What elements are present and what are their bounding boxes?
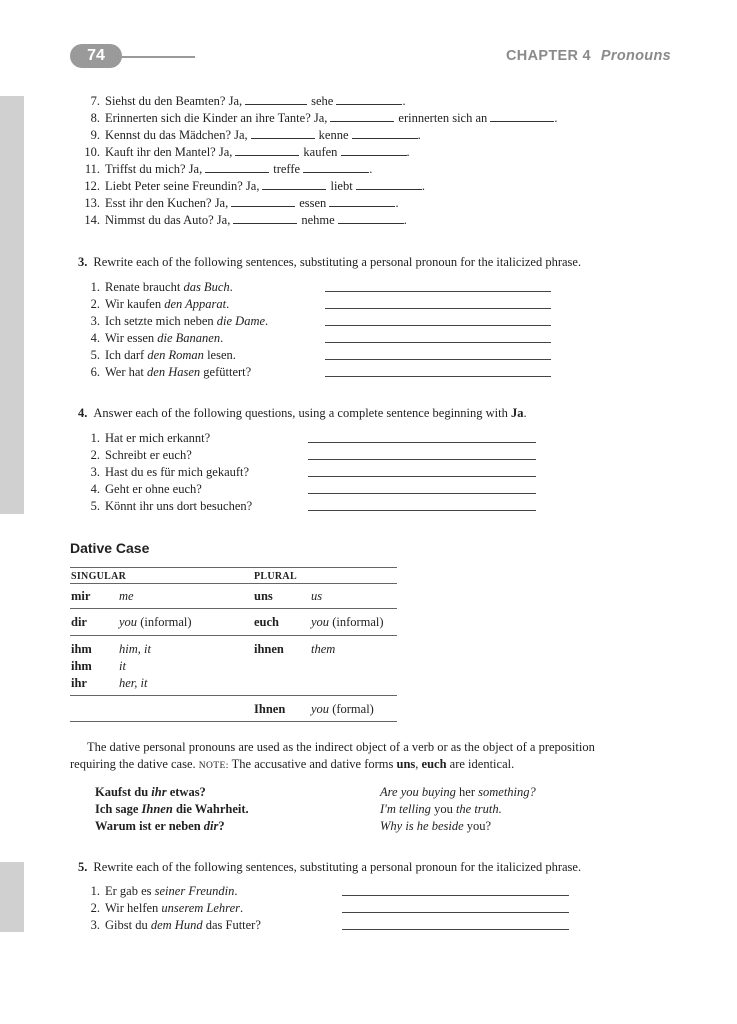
table-rule: [70, 695, 397, 696]
paragraph-line-1: The dative personal pronouns are used as the indirect object of a verb or as the object of a preposition: [87, 740, 595, 754]
ex2-item-10: 10. Kauft ihr den Mantel? Ja, kaufen .: [84, 145, 410, 159]
ex2-item-13: 13. Esst ihr den Kuchen? Ja, essen .: [84, 196, 399, 210]
cell-you-informal-pl: you (informal): [311, 615, 384, 629]
example-1-de: Kaufst du ihr etwas?: [95, 785, 206, 799]
exercise-5-instruction: 5. Rewrite each of the following sentences, substituting a personal pronoun for the italicized phrase.: [78, 860, 582, 874]
answer-blank[interactable]: [231, 196, 295, 207]
ex2-item-11: 11. Triffst du mich? Ja, treffe .: [84, 162, 373, 176]
side-tab-lower: [0, 862, 24, 932]
answer-line[interactable]: [325, 308, 551, 309]
ex4-item-5: 5. Könnt ihr uns dort besuchen?: [90, 499, 253, 513]
ex3-item-2: 2. Wir kaufen den Apparat.: [90, 297, 230, 311]
ex5-item-1: 1. Er gab es seiner Freundin.: [90, 884, 238, 898]
page-number: 74: [70, 44, 122, 68]
answer-line[interactable]: [308, 442, 536, 443]
answer-blank[interactable]: [235, 145, 299, 156]
ex3-item-5: 5. Ich darf den Roman lesen.: [90, 348, 236, 362]
answer-line[interactable]: [308, 476, 536, 477]
table-rule: [70, 583, 397, 584]
ex2-item-9: 9. Kennst du das Mädchen? Ja, kenne .: [90, 128, 421, 142]
section-title-dative: Dative Case: [70, 540, 150, 556]
answer-blank[interactable]: [303, 162, 369, 173]
cell-him-it: him, it: [119, 642, 151, 656]
example-2-en: I'm telling you the truth.: [380, 802, 502, 816]
answer-blank[interactable]: [338, 213, 404, 224]
answer-line[interactable]: [325, 359, 551, 360]
ex4-item-3: 3. Hast du es für mich gekauft?: [90, 465, 250, 479]
table-rule: [70, 635, 397, 636]
header-singular: SINGULAR: [71, 571, 127, 582]
ex4-item-1: 1. Hat er mich erkannt?: [90, 431, 211, 445]
example-3-en: Why is he beside you?: [380, 819, 492, 833]
example-1-en: Are you buying her something?: [380, 785, 536, 799]
answer-blank[interactable]: [233, 213, 297, 224]
ex3-item-3: 3. Ich setzte mich neben die Dame.: [90, 314, 269, 328]
answer-blank[interactable]: [341, 145, 407, 156]
answer-line[interactable]: [308, 459, 536, 460]
ex5-item-3: 3. Gibst du dem Hund das Futter?: [90, 918, 261, 932]
answer-blank[interactable]: [356, 179, 422, 190]
ex2-item-7: 7. Siehst du den Beamten? Ja, sehe .: [90, 94, 406, 108]
cell-it: it: [119, 659, 126, 673]
answer-blank[interactable]: [352, 128, 418, 139]
cell-mir: mir: [71, 589, 91, 603]
cell-them: them: [311, 642, 336, 656]
answer-line[interactable]: [342, 912, 569, 913]
ex3-item-1: 1. Renate braucht das Buch.: [90, 280, 233, 294]
table-rule: [70, 608, 397, 609]
chapter-header: [506, 48, 671, 64]
ex2-item-8: 8. Erinnerten sich die Kinder an ihre Tante? Ja, erinnerten sich an .: [90, 111, 558, 125]
cell-her-it: her, it: [119, 676, 148, 690]
ex2-item-12: 12. Liebt Peter seine Freundin? Ja, liebt .: [84, 179, 425, 193]
ex5-item-2: 2. Wir helfen unserem Lehrer.: [90, 901, 244, 915]
answer-blank[interactable]: [262, 179, 326, 190]
answer-line[interactable]: [308, 510, 536, 511]
answer-blank[interactable]: [490, 111, 554, 122]
cell-dir: dir: [71, 615, 87, 629]
header-plural: PLURAL: [254, 571, 297, 582]
example-3-de: Warum ist er neben dir?: [95, 819, 225, 833]
answer-blank[interactable]: [251, 128, 315, 139]
cell-ihm-2: ihm: [71, 659, 92, 673]
exercise-3-instruction: 3. Rewrite each of the following sentences, substituting a personal pronoun for the italicized phrase.: [78, 255, 582, 269]
answer-line[interactable]: [325, 376, 551, 377]
answer-blank[interactable]: [205, 162, 269, 173]
cell-us: us: [311, 589, 323, 603]
answer-line[interactable]: [342, 895, 569, 896]
answer-line[interactable]: [325, 291, 551, 292]
paragraph-line-2: requiring the dative case. NOTE: The accusative and dative forms uns, euch are identical.: [70, 757, 515, 771]
cell-me: me: [119, 589, 134, 603]
side-tab-upper: [0, 96, 24, 514]
answer-line[interactable]: [325, 342, 551, 343]
chapter-label: CHAPTER 4: [506, 48, 591, 64]
answer-line[interactable]: [325, 325, 551, 326]
cell-ihm: ihm: [71, 642, 92, 656]
example-2-de: Ich sage Ihnen die Wahrheit.: [95, 802, 249, 816]
answer-blank[interactable]: [245, 94, 307, 105]
header-rule: [120, 56, 195, 58]
table-rule: [70, 567, 397, 568]
cell-euch: euch: [254, 615, 279, 629]
exercise-4-instruction: 4. Answer each of the following questions, using a complete sentence beginning with Ja.: [78, 406, 527, 420]
ex4-item-2: 2. Schreibt er euch?: [90, 448, 192, 462]
cell-ihnen: ihnen: [254, 642, 284, 656]
cell-you-formal: you (formal): [311, 702, 374, 716]
answer-line[interactable]: [308, 493, 536, 494]
answer-blank[interactable]: [329, 196, 395, 207]
ex3-item-4: 4. Wir essen die Bananen.: [90, 331, 224, 345]
cell-you-informal: you (informal): [119, 615, 192, 629]
cell-Ihnen: Ihnen: [254, 702, 286, 716]
ex3-item-6: 6. Wer hat den Hasen gefüttert?: [90, 365, 252, 379]
answer-blank[interactable]: [336, 94, 402, 105]
cell-uns: uns: [254, 589, 273, 603]
answer-blank[interactable]: [330, 111, 394, 122]
chapter-title: Pronouns: [600, 48, 671, 64]
ex2-item-14: 14. Nimmst du das Auto? Ja, nehme .: [84, 213, 407, 227]
answer-line[interactable]: [342, 929, 569, 930]
cell-ihr: ihr: [71, 676, 87, 690]
table-rule: [70, 721, 397, 722]
ex4-item-4: 4. Geht er ohne euch?: [90, 482, 202, 496]
